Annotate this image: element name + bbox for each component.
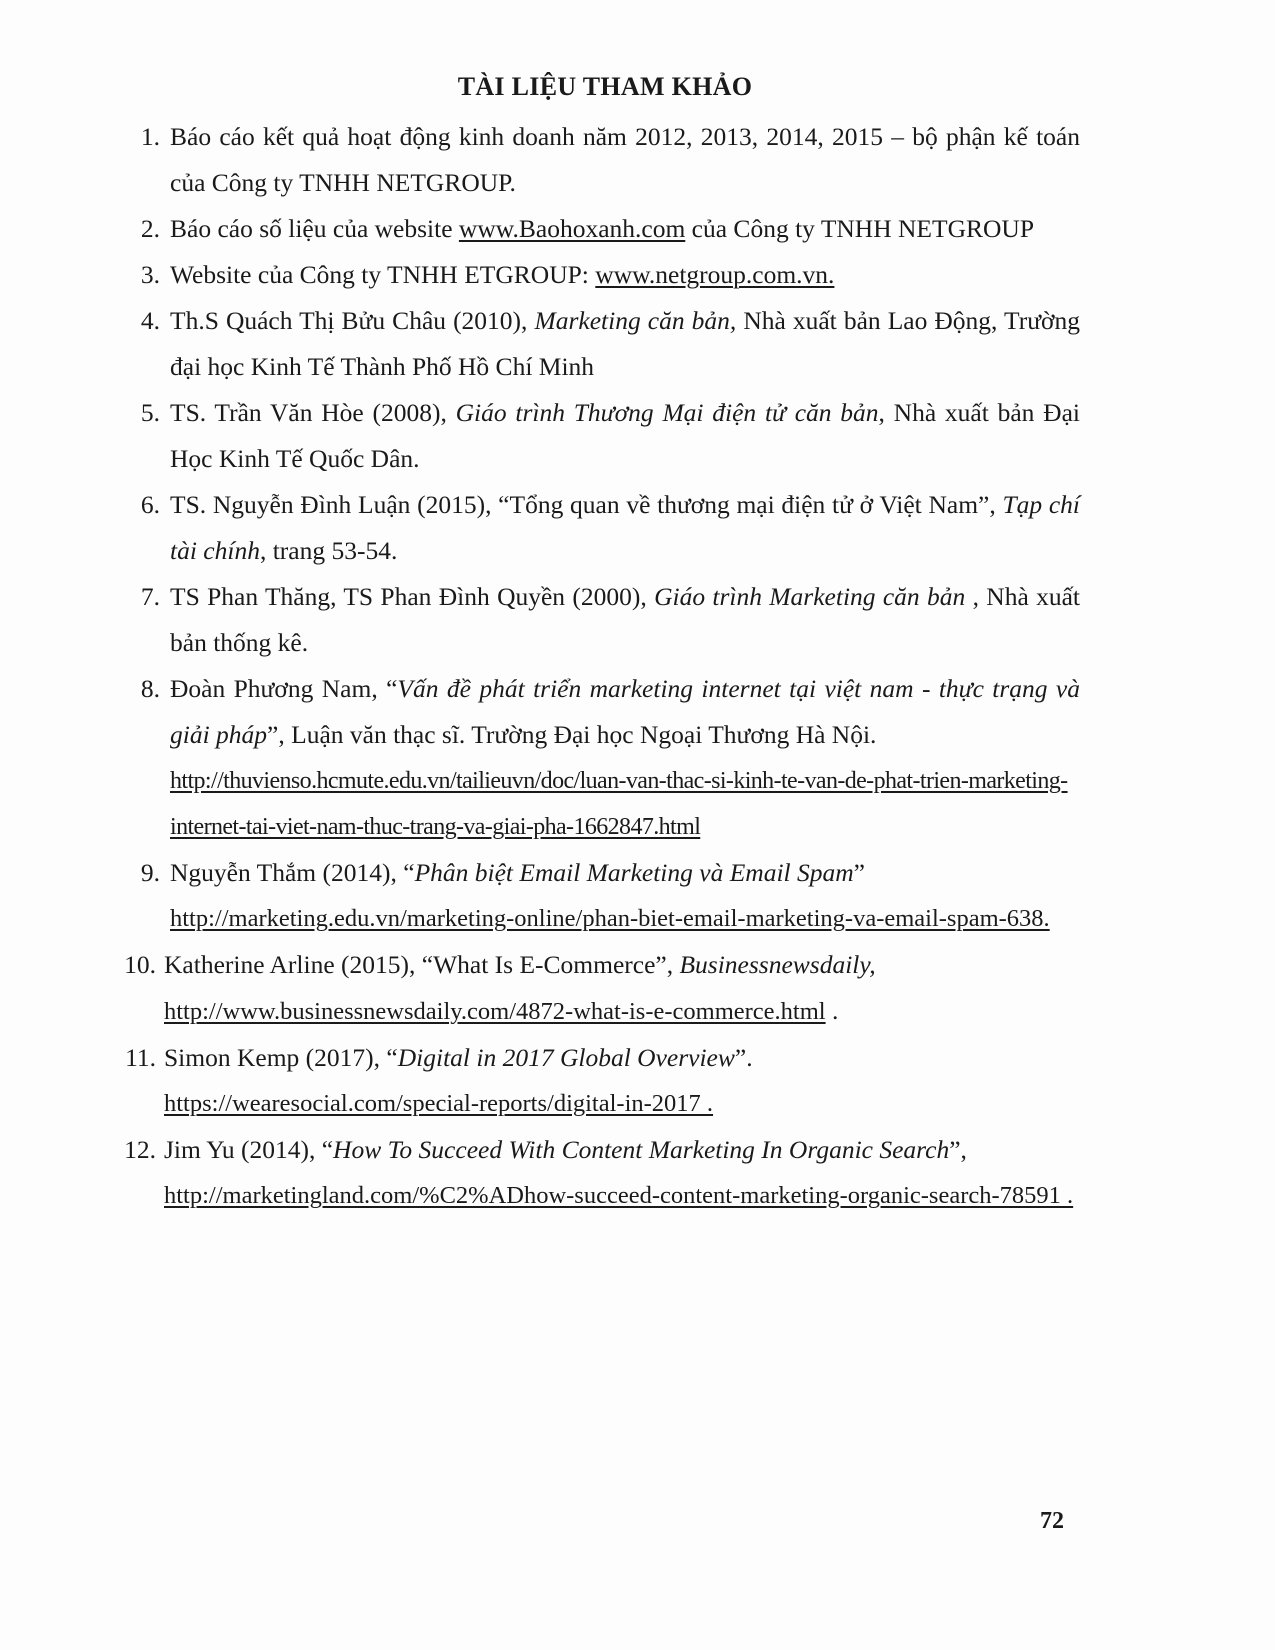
reference-text: Website của Công ty TNHH ETGROUP: [170,260,596,289]
reference-link[interactable]: http://thuvienso.hcmute.edu.vn/tailieuvn/doc/luan-van-thac-si-kinh-te-van-de-phat-trien-marketing-internet-tai-viet-nam-thuc-trang-va-giai-pha-1662847.html [170,768,1068,840]
reference-text: Nhà xuất bản Lao Động, Trường đại học Kinh Tế Thành Phố Hồ Chí Minh [170,306,1080,381]
reference-text: Katherine Arline (2015), “What Is E-Commerce”, [164,950,680,979]
reference-number: 4. [140,306,160,335]
reference-item-8 [120,666,1080,850]
reference-link[interactable]: www.Baohoxanh.com [458,214,686,243]
reference-text: . [825,996,839,1025]
reference-text: Th.S Quách Thị Bửu Châu (2010), [170,306,535,335]
reference-text: Báo cáo số liệu của website [170,214,459,243]
reference-text: ”, Luận văn thạc sĩ. Trường Đại học Ngoại Thương Hà Nội. [267,720,877,749]
reference-text: Đoàn Phương Nam, “ [170,674,398,703]
reference-text: TS. Trần Văn Hòe (2008), [170,398,456,427]
reference-number: 2. [140,214,160,243]
reference-text: ”, [949,1135,967,1164]
reference-link[interactable]: http://www.businessnewsdaily.com/4872-what-is-e-commerce.html [164,998,826,1025]
reference-text: Báo cáo kết quả hoạt động kinh doanh năm 2012, 2013, 2014, 2015 – bộ phận kế toán của Công ty TNHH NETGROUP. [170,122,1080,197]
reference-title: Digital in 2017 Global Overview [397,1043,735,1072]
reference-text: Jim Yu (2014), “ [164,1135,334,1164]
reference-link[interactable]: www.netgroup.com.vn. [595,260,835,289]
reference-title: How To Succeed With Content Marketing In Organic Search [333,1135,950,1164]
reference-title: Tạp chí tài chính [170,490,1080,565]
reference-number: 1. [140,122,160,151]
reference-title: Vấn đề phát triển marketing internet tại việt nam - thực trạng và giải pháp [170,674,1081,749]
reference-item-4 [120,298,1080,390]
reference-link[interactable]: http://marketingland.com/%C2%ADhow-succeed-content-marketing-organic-search-78591 . [164,1182,1074,1209]
reference-text: , Nhà xuất bản Đại Học Kinh Tế Quốc Dân. [170,398,1080,473]
reference-item-2 [120,206,1080,252]
reference-item-11 [120,1035,1080,1127]
reference-item-12 [120,1127,1080,1219]
reference-title: Giáo trình Marketing căn bản [654,582,966,611]
reference-text: ” [853,858,865,887]
reference-text: của Công ty TNHH NETGROUP [685,214,1035,243]
reference-link[interactable]: http://marketing.edu.vn/marketing-online/phan-biet-email-marketing-va-email-spam-638. [170,905,1050,932]
reference-number: 12. [124,1135,156,1164]
reference-number: 11. [125,1043,156,1072]
reference-item-7 [120,574,1080,666]
reference-text: , trang 53-54. [259,536,398,565]
reference-number: 7. [140,582,160,611]
reference-title: Marketing căn bản, [534,306,737,335]
reference-link[interactable]: https://wearesocial.com/special-reports/digital-in-2017 . [164,1090,714,1117]
reference-text: Simon Kemp (2017), “ [164,1043,398,1072]
reference-number: 10. [124,950,156,979]
reference-item-6 [120,482,1080,574]
reference-item-1 [120,114,1080,206]
reference-number: 8. [140,674,160,703]
reference-text: , Nhà xuất bản thống kê. [170,582,1080,657]
reference-text: TS. Nguyễn Đình Luận (2015), “Tổng quan về thương mại điện tử ở Việt Nam”, [170,490,1003,519]
page-number: 72 [1040,1508,1064,1534]
reference-item-10 [120,942,1080,1035]
reference-item-9 [120,850,1080,942]
reference-number: 9. [140,858,160,887]
reference-title: Businessnewsdaily, [679,950,876,979]
reference-number: 3. [140,260,160,289]
reference-text: TS Phan Thăng, TS Phan Đình Quyền (2000), [170,582,655,611]
reference-item-3 [120,252,1080,298]
reference-text: ”. [734,1043,753,1072]
page-title: TÀI LIỆU THAM KHẢO [457,72,753,101]
reference-number: 6. [140,490,160,519]
reference-text: Nguyễn Thắm (2014), “ [170,858,415,887]
reference-title: Giáo trình Thương Mại điện tử căn bản [455,398,879,427]
reference-title: Phân biệt Email Marketing và Email Spam [414,858,854,887]
reference-item-5 [120,390,1080,482]
reference-number: 5. [140,398,160,427]
reference-list [120,114,1080,1219]
